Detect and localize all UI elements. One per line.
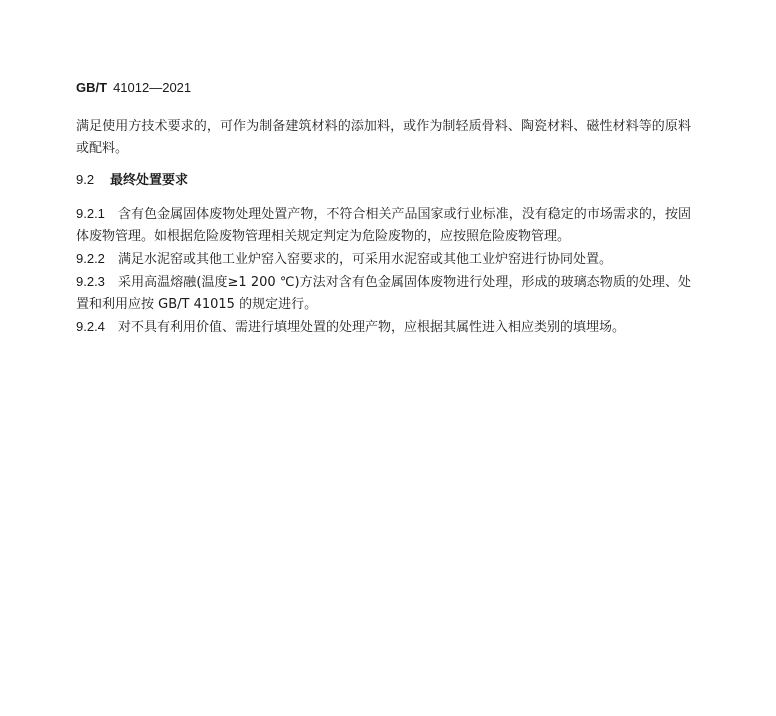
clause-list: [76, 203, 691, 339]
standard-number: 41012—2021: [113, 80, 192, 95]
section-heading: [76, 171, 188, 190]
clause-text: 含有色金属固体废物处理处置产物，不符合相关产品国家或行业标准，没有稳定的市场需求的，按固体废物管理。如根据危险废物管理相关规定判定为危险废物的，应按照危险废物管理。: [76, 207, 691, 244]
intro-paragraph: 满足使用方技术要求的，可作为制备建筑材料的添加料，或作为制轻质骨料、陶瓷材料、磁性材料等的原料或配料。: [76, 119, 691, 156]
clause-9-2-3: [76, 271, 691, 316]
section-title: 最终处置要求: [110, 173, 189, 188]
clause-text: 满足水泥窑或其他工业炉窑入窑要求的，可采用水泥窑或其他工业炉窑进行协同处置。: [118, 252, 613, 267]
section-number: 9.2: [76, 172, 95, 187]
clause-9-2-2: [76, 248, 691, 271]
clause-9-2-1: [76, 203, 691, 248]
clause-text: 采用高温熔融(温度≥1 200 ℃)方法对含有色金属固体废物进行处理，形成的玻璃态物质的处理、处置和利用应按 GB/T 41015 的规定进行。: [76, 275, 691, 312]
clause-text: 对不具有利用价值、需进行填埋处置的处理产物，应根据其属性进入相应类别的填埋场。: [118, 320, 626, 335]
clause-9-2-4: [76, 316, 691, 339]
clause-number: 9.2.3: [76, 274, 105, 289]
clause-number: 9.2.4: [76, 319, 105, 334]
standard-header: [76, 80, 191, 97]
clause-number: 9.2.2: [76, 251, 105, 266]
standard-code: GB/T: [76, 80, 108, 95]
clause-number: 9.2.1: [76, 206, 105, 221]
